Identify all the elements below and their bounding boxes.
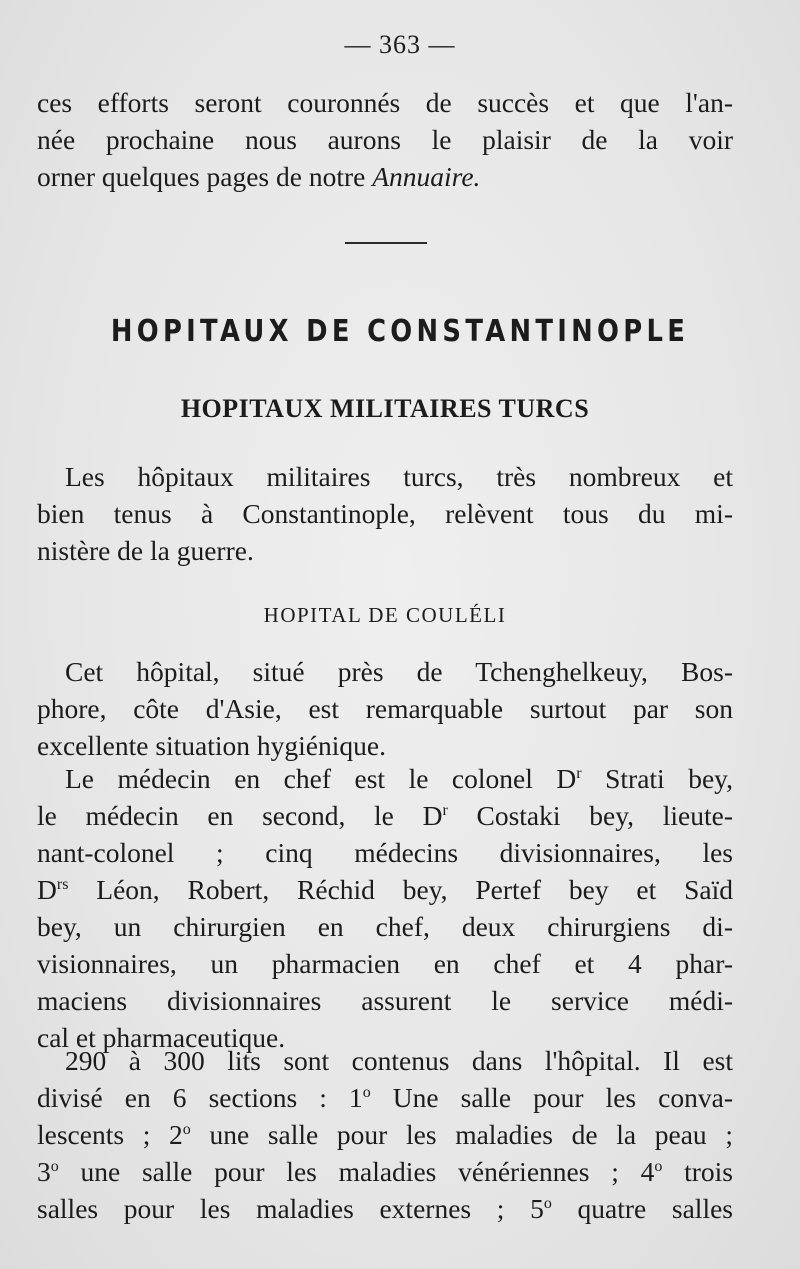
text-fragment: salles pour les maladies externes ; 5 xyxy=(37,1193,544,1224)
paragraph-1 xyxy=(37,458,733,569)
text-line: nant-colonel ; cinq médecins divisionnaires, les xyxy=(37,837,733,868)
text-fragment: Le médecin en chef est le colonel D xyxy=(65,763,577,794)
text-fragment: quatre salles xyxy=(551,1193,733,1224)
section-title: HOPITAUX DE CONSTANTINOPLE xyxy=(110,314,690,349)
text-line xyxy=(37,871,733,908)
text-line xyxy=(37,1190,733,1227)
text-fragment: orner quelques pages de notre xyxy=(37,161,366,192)
superscript: o xyxy=(362,1084,371,1101)
text-line xyxy=(37,1153,733,1190)
text-line xyxy=(37,797,733,834)
paragraph-2 xyxy=(37,653,733,764)
text-line: 290 à 300 lits sont contenus dans l'hôpital. Il est xyxy=(65,1045,733,1076)
text-line: phore, côte d'Asie, est remarquable surtout par son xyxy=(37,693,733,724)
text-line: née prochaine nous aurons le plaisir de la voir xyxy=(37,124,733,155)
text-fragment: 3 xyxy=(37,1156,51,1187)
superscript: r xyxy=(576,765,582,782)
page-number: — 363 — xyxy=(344,30,456,59)
paragraph-4 xyxy=(37,1042,733,1227)
text-fragment: Costaki bey, lieute- xyxy=(447,800,733,831)
intro-paragraph xyxy=(37,84,733,195)
text-line xyxy=(37,760,733,797)
text-fragment: une salle pour les maladies vénériennes ; 4 xyxy=(58,1156,655,1187)
superscript: o xyxy=(543,1195,552,1212)
superscript: o xyxy=(654,1158,663,1175)
text-line xyxy=(37,1079,733,1116)
superscript: rs xyxy=(56,876,69,893)
text-fragment: Strati bey, xyxy=(581,763,734,794)
superscript: o xyxy=(182,1121,191,1138)
text-fragment: divisé en 6 sections : 1 xyxy=(37,1082,363,1113)
text-line xyxy=(37,158,733,195)
text-line: maciens divisionnaires assurent le service médi- xyxy=(37,985,733,1016)
text-fragment: une salle pour les maladies de la peau ; xyxy=(190,1119,733,1150)
text-line: bey, un chirurgien en chef, deux chirurgiens di- xyxy=(37,911,733,942)
text-fragment: D xyxy=(37,874,57,905)
text-line: cal et pharmaceutique. xyxy=(37,1022,286,1053)
text-line xyxy=(37,1116,733,1153)
text-fragment: Léon, Robert, Réchid bey, Pertef bey et Saïd xyxy=(68,874,733,905)
text-line: Les hôpitaux militaires turcs, très nombreux et xyxy=(65,461,733,492)
text-line: excellente situation hygiénique. xyxy=(37,730,386,761)
text-line: Cet hôpital, situé près de Tchenghelkeuy, Bos- xyxy=(65,656,733,687)
paragraph-3 xyxy=(37,760,733,1056)
text-line: visionnaires, un pharmacien en chef et 4 phar- xyxy=(37,948,733,979)
text-line: nistère de la guerre. xyxy=(37,535,254,566)
superscript: r xyxy=(442,802,448,819)
superscript: o xyxy=(50,1158,59,1175)
text-line: ces efforts seront couronnés de succès et que l'an- xyxy=(37,87,733,118)
hospital-title: HOPITAL DE COULÉLI xyxy=(263,603,507,627)
italic-word: Annuaire. xyxy=(372,161,481,192)
text-fragment: lescents ; 2 xyxy=(37,1119,183,1150)
subsection-title: HOPITAUX MILITAIRES TURCS xyxy=(180,394,590,423)
text-fragment: le médecin en second, le D xyxy=(37,800,443,831)
text-fragment: Une salle pour les conva- xyxy=(370,1082,733,1113)
text-fragment: trois xyxy=(662,1156,733,1187)
section-divider xyxy=(345,242,427,244)
text-line: bien tenus à Constantinople, relèvent tous du mi- xyxy=(37,498,733,529)
